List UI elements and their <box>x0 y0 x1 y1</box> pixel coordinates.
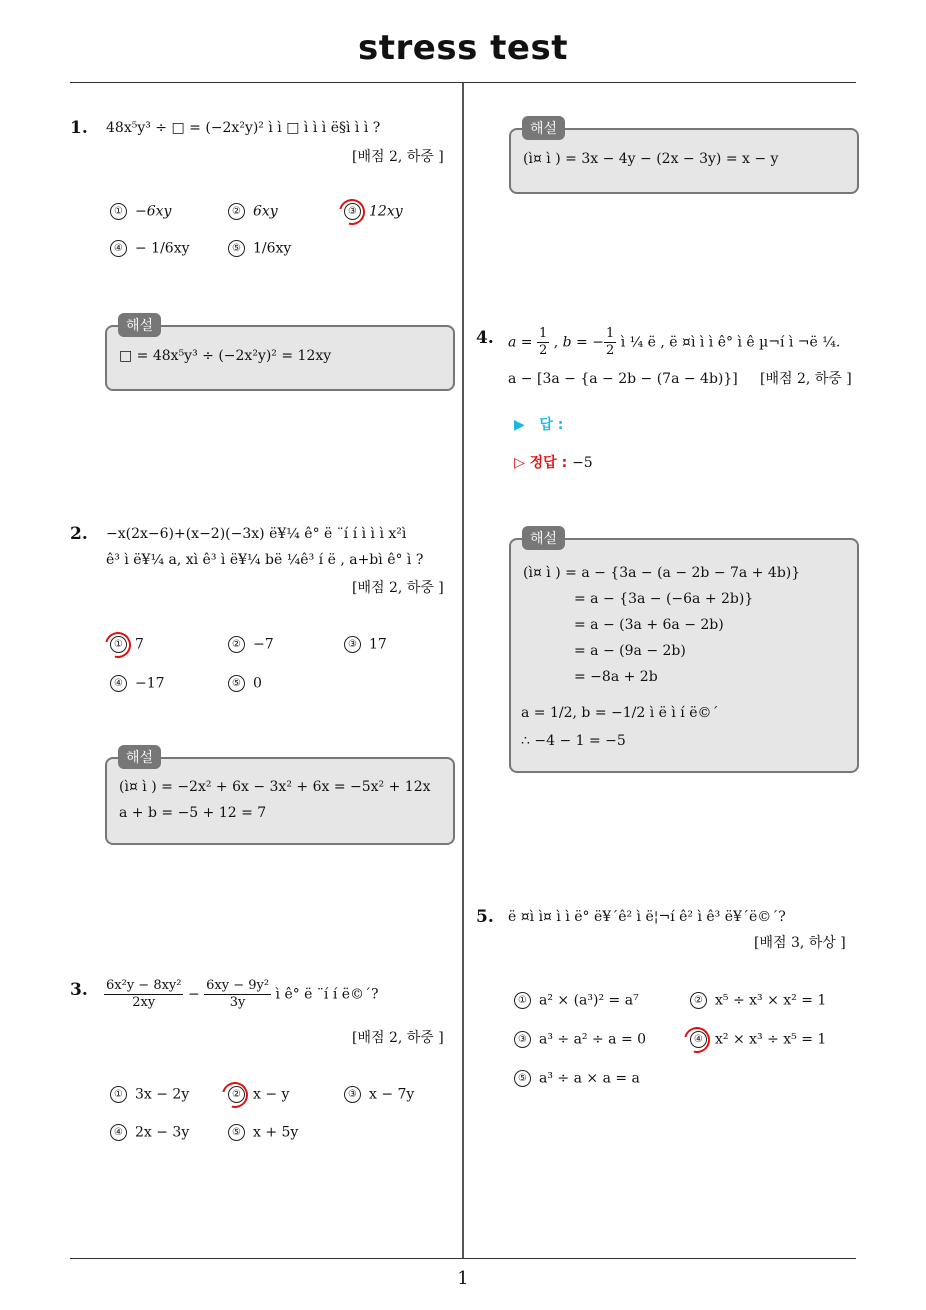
q5-choice-3[interactable] <box>514 1031 646 1048</box>
denominator: 3y <box>229 995 246 1010</box>
q2-choice-3[interactable] <box>344 636 387 653</box>
choice-mark: ② <box>690 992 707 1009</box>
correct-answer-row <box>514 452 593 472</box>
choice-text: −17 <box>135 675 165 692</box>
fraction <box>604 326 616 359</box>
explanation-tag: 해설 <box>118 745 161 769</box>
correct-value: −5 <box>572 455 593 471</box>
q5-choice-1[interactable] <box>514 992 639 1009</box>
choice-mark: ⑤ <box>514 1070 531 1087</box>
choice-mark: ④ <box>690 1031 707 1048</box>
choice-mark: ① <box>514 992 531 1009</box>
fraction <box>204 978 271 1011</box>
choice-text: x + 5y <box>253 1124 299 1141</box>
question-5-text: ë ¤ì ì¤ ì ì ë° ë¥´ê² ì ë¦¬í ê² ì ê³ ë¥´ë©´? <box>508 909 786 925</box>
choice-text: 3x − 2y <box>135 1086 190 1103</box>
choice-text: x² × x³ ÷ x⁵ = 1 <box>715 1031 827 1048</box>
q5-choice-2[interactable] <box>690 992 826 1009</box>
q1-choice-5[interactable] <box>228 240 291 257</box>
denominator: 2xy <box>132 995 156 1010</box>
question-1-score: [배점 2, 하중 ] <box>352 149 444 165</box>
q2-choice-4[interactable] <box>110 675 165 692</box>
question-4-text-tail: ì ¼ ë , ë ¤ì ì ì ê° ì ê µ¬í ì ¬ë ¼. <box>620 334 841 351</box>
choice-mark: ① <box>110 1086 127 1103</box>
marked-answer-circle <box>334 194 370 230</box>
choice-mark: ① <box>110 636 127 653</box>
explanation-tag: 해설 <box>522 526 565 550</box>
question-3-score: [배점 2, 하중 ] <box>352 1030 444 1046</box>
explanation-line: (ì¤ ì ) = −2x² + 6x − 3x² + 6x = −5x² + 12x <box>119 779 431 795</box>
explanation-line: (ì¤ ì ) = 3x − 4y − (2x − 3y) = x − y <box>523 151 779 167</box>
answer-label: 답 : <box>539 417 564 433</box>
choice-text: x⁵ ÷ x³ × x² = 1 <box>715 992 827 1009</box>
choice-mark: ④ <box>110 675 127 692</box>
question-3-text: $\frac{\text{6x²y − 8xy²}}{2xy}$ − $\frac{\text{6xy − 9y²}}{3y}$ ì ê° ë ¨í í ë©´? <box>106 978 379 1010</box>
marked-answer-circle <box>217 1077 253 1113</box>
choice-mark: ① <box>110 203 127 220</box>
numerator: 6xy − 9y² <box>206 978 270 993</box>
question-2-text-line1: −x(2x−6)+(x−2)(−3x) ë¥¼ ê° ë ¨í í ì ì ì x²ì <box>106 526 407 542</box>
question-3-text-tail: ì ê° ë ¨í í ë©´? <box>275 986 379 1003</box>
q3-choice-5[interactable] <box>228 1124 298 1141</box>
explanation-line: = −8a + 2b <box>574 669 658 685</box>
question-5-score: [배점 3, 하상 ] <box>754 935 846 951</box>
question-3-number: 3. <box>70 980 88 1000</box>
choice-mark: ③ <box>344 1086 361 1103</box>
explanation-line: = a − (3a + 6a − 2b) <box>574 617 724 633</box>
choice-text: − 1/6xy <box>135 240 190 257</box>
q3-choice-3[interactable] <box>344 1086 414 1103</box>
q3-choice-1[interactable] <box>110 1086 189 1103</box>
explanation-tag: 해설 <box>522 116 565 140</box>
choice-text: 7 <box>135 636 144 653</box>
footer-rule <box>70 1258 856 1259</box>
page-title: stress test <box>358 28 568 68</box>
question-1-number: 1. <box>70 118 88 138</box>
choice-mark: ④ <box>110 1124 127 1141</box>
question-4-score: [배점 2, 하중 ] <box>760 371 852 387</box>
explanation-line: □ = 48x⁵y³ ÷ (−2x²y)² = 12xy <box>119 348 332 364</box>
choice-text: a³ ÷ a × a = a <box>539 1070 640 1087</box>
question-2-number: 2. <box>70 524 88 544</box>
marked-answer-circle <box>100 627 136 663</box>
numerator: 1 <box>539 326 548 341</box>
question-2-text-line2: ê³ ì ë¥¼ a, xì ê³ ì ë¥¼ bë ¼ê³ í ë , a+bì ê° ì ? <box>106 552 424 568</box>
choice-text: 0 <box>253 675 262 692</box>
fraction <box>104 978 183 1011</box>
choice-text: 17 <box>369 636 387 653</box>
choice-mark: ③ <box>344 203 361 220</box>
choice-mark: ③ <box>344 636 361 653</box>
numerator: 1 <box>605 326 615 341</box>
q1-choice-2[interactable] <box>228 203 278 220</box>
question-5-number: 5. <box>476 907 494 927</box>
choice-mark: ③ <box>514 1031 531 1048</box>
choice-text: x − y <box>253 1086 290 1103</box>
q2-choice-2[interactable] <box>228 636 274 653</box>
choice-mark: ⑤ <box>228 1124 245 1141</box>
denominator: 2 <box>605 343 615 358</box>
choice-mark: ⑤ <box>228 240 245 257</box>
fraction <box>537 326 549 359</box>
question-4-text: a = $\frac{1}{2}$ , b = − $\frac{1}{2}$ ì ¼ ë , ë ¤ì ì ì ê° ì ê µ¬í ì ¬ë ¼. <box>508 326 841 358</box>
choice-text: −7 <box>253 636 274 653</box>
choice-text: 6xy <box>253 203 278 220</box>
column-divider <box>462 83 464 1259</box>
choice-text: 12xy <box>369 203 403 220</box>
choice-mark: ② <box>228 636 245 653</box>
choice-text: 2x − 3y <box>135 1124 190 1141</box>
numerator: 6x²y − 8xy² <box>106 978 182 993</box>
correct-label: 정답 : <box>529 455 568 471</box>
choice-mark: ② <box>228 203 245 220</box>
question-4-expression: a − [3a − {a − 2b − (7a − 4b)}] <box>508 371 738 387</box>
denominator: 2 <box>539 343 548 358</box>
q1-choice-1[interactable] <box>110 203 171 220</box>
q3-choice-4[interactable] <box>110 1124 189 1141</box>
question-2-score: [배점 2, 하중 ] <box>352 580 444 596</box>
explanation-line: = a − (9a − 2b) <box>574 643 686 659</box>
q5-choice-5[interactable] <box>514 1070 640 1087</box>
play-outline-icon: ▷ <box>514 455 525 471</box>
marked-answer-circle <box>679 1022 715 1058</box>
q1-choice-4[interactable] <box>110 240 190 257</box>
explanation-box-2 <box>105 757 455 845</box>
question-4-number: 4. <box>476 328 494 348</box>
choice-text: a² × (a³)² = a⁷ <box>539 992 639 1009</box>
explanation-line: = a − {3a − (−6a + 2b)} <box>574 591 754 607</box>
explanation-line: a = 1/2, b = −1/2 ì ë ì í ë©´ <box>521 705 719 721</box>
explanation-line: ∴ −4 − 1 = −5 <box>521 733 626 749</box>
choice-mark: ② <box>228 1086 245 1103</box>
choice-text: x − 7y <box>369 1086 415 1103</box>
play-filled-icon: ▶ <box>514 417 525 433</box>
choice-mark: ④ <box>110 240 127 257</box>
page-number: 1 <box>457 1268 469 1289</box>
choice-text: −6xy <box>135 203 172 220</box>
explanation-tag: 해설 <box>118 313 161 337</box>
choice-text: a³ ÷ a² ÷ a = 0 <box>539 1031 647 1048</box>
choice-text: 1/6xy <box>253 240 292 257</box>
explanation-line: a + b = −5 + 12 = 7 <box>119 805 267 821</box>
q2-choice-5[interactable] <box>228 675 262 692</box>
answer-row <box>514 414 563 434</box>
explanation-line: (ì¤ ì ) = a − {3a − (a − 2b − 7a + 4b)} <box>523 565 801 581</box>
question-1-text: 48x⁵y³ ÷ □ = (−2x²y)² ì ì □ ì ì ì ë§ì ì ì ? <box>106 120 381 136</box>
choice-mark: ⑤ <box>228 675 245 692</box>
